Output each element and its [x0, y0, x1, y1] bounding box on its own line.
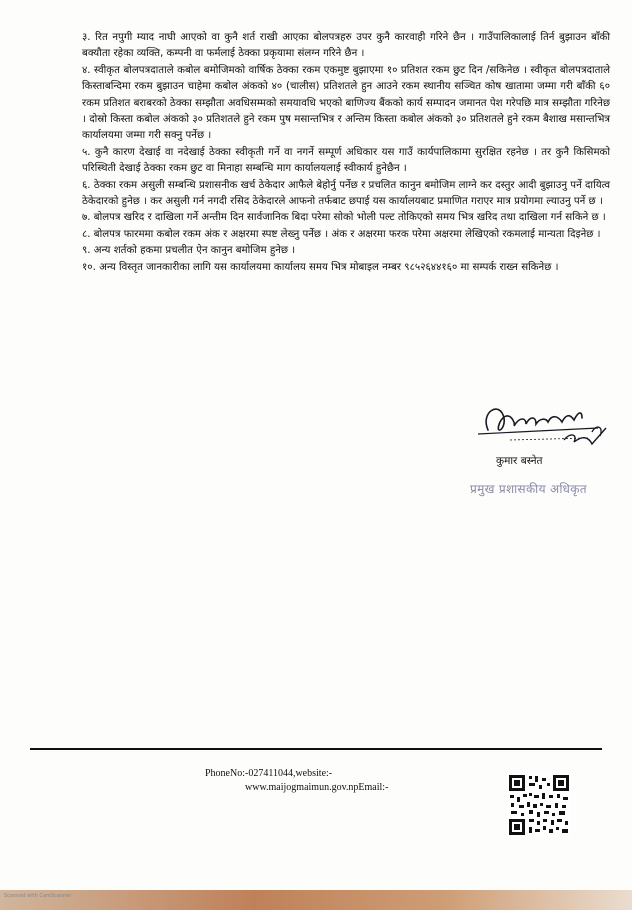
handwritten-signature	[470, 392, 620, 462]
scanner-watermark: Scanned with CamScanner	[4, 893, 72, 899]
clause-5: ५. कुनै कारण देखाई वा नदेखाई ठेक्का स्वीकृती गर्ने वा नगर्ने सम्पूर्ण अधिकार यस गाउँ कार्यपालिकामा सुरक्षित रहनेछ । तर कुनै किसिमको परिस्थिती देखाई ठेक्का रकम छुट वा मिनाहा सम्बन्धि माग कार्यालयलाई स्वीकार्य हुनेछैन ।	[82, 146, 610, 175]
clause-8: ८. बोलपत्र फारममा कबोल रकम अंक र अक्षरमा स्पष्ट लेख्नु पर्नेछ । अंक र अक्षरमा फरक परेमा अक्षरमा लेखिएको रकमलाई मान्यता दिइनेछ ।	[82, 228, 601, 240]
footer-phone-line: PhoneNo:-027411044,website:-	[205, 768, 333, 779]
clause-6: ६. ठेक्का रकम असुली सम्बन्धि प्रशासनीक खर्च ठेकेदार आफैले बेहोर्नु पर्नेछ र प्रचलित कानुन बमोजिम लाग्ने कर दस्तुर आदी बुझाउनु पर्ने दायित्व ठेकेदारको हुनेछ । कर असुली गर्न नगदी रसिद ठेकेदारले आफनो तर्फबाट छपाई यस कार्यालयबाट प्रमाणित गराएर मात्र प्रयोगमा ल्याउनु पर्ने छ ।	[82, 179, 610, 208]
signer-name: कुमार बस्नेत	[496, 455, 543, 467]
clause-7: ७. बोलपत्र खरिद र दाखिला गर्ने अन्तीम दिन सार्वजानिक बिदा परेमा सोको भोली पल्ट तोकिएको समय भित्र खरिद तथा दाखिला गर्न सकिने छ ।	[82, 212, 606, 224]
clause-3: ३. रित नपुगी म्याद नाघी आएको वा कुनै शर्त राखी आएका बोलपत्रहरु उपर कुनै कारवाही गरिने छैन । गाउँपालिकालाई तिर्न बुझाउन बाँकी बक्यौता रहेका व्यक्ति, कम्पनी वा फर्मलाई ठेक्का प्रकृयामा संलग्न गरिने छैन ।	[82, 32, 610, 60]
footer-divider	[30, 748, 602, 750]
qr-code-icon	[507, 773, 571, 837]
terms-list	[82, 30, 610, 276]
signature-block	[470, 392, 620, 512]
signer-title: प्रमुख प्रशासकीय अधिकृत	[470, 482, 587, 496]
clause-10: १०. अन्य विस्तृत जानकारीका लागि यस कार्यालयमा कार्यालय समय भित्र मोबाइल नम्बर ९८५२६४४१६० मा सम्पर्क राख्न सकिनेछ ।	[82, 261, 559, 273]
footer-web-line: www.maijogmaimun.gov.npEmail:-	[245, 782, 389, 793]
scan-edge-stripe	[0, 890, 632, 910]
clause-4: ४. स्वीकृत बोलपत्रदाताले कबोल बमोजिमको वार्षिक ठेक्का रकम एकमुष्ट बुझाएमा १० प्रतिशत रकम छुट दिन /सकिनेछ । स्वीकृत बोलपत्रदाताले किस्ताबन्दिमा रकम बुझाउन चाहेमा कबोल अंकको ४० (चालीस) प्रतिशतले हुन आउने रकम स्थानीय सञ्चित कोष खातामा जम्मा गरी बाँकी ६० रकम प्रतिशत बराबरको ठेक्का सम्झौता अवधिसम्मको समयावधि भएको बाणिज्य बैंकको कार्य सम्पादन जमानत पेश गरेपछि मात्र सम्झौता गरिनेछ । दोस्रो किस्ता कबोल अंकको ३० प्रतिशतले हुने रकम पुष मसान्तभित्र र अन्तिम किस्ता कबोल अंकको ३० प्रतिशतले हुने रकम बैशाख मसान्तभित्र कार्यालयमा जम्मा गरी सक्नु पर्नेछ ।	[82, 64, 610, 142]
footer-contact	[205, 767, 485, 795]
clause-9: ९. अन्य शर्तको हकमा प्रचलीत ऐन कानुन बमोजिम हुनेछ ।	[82, 245, 296, 257]
